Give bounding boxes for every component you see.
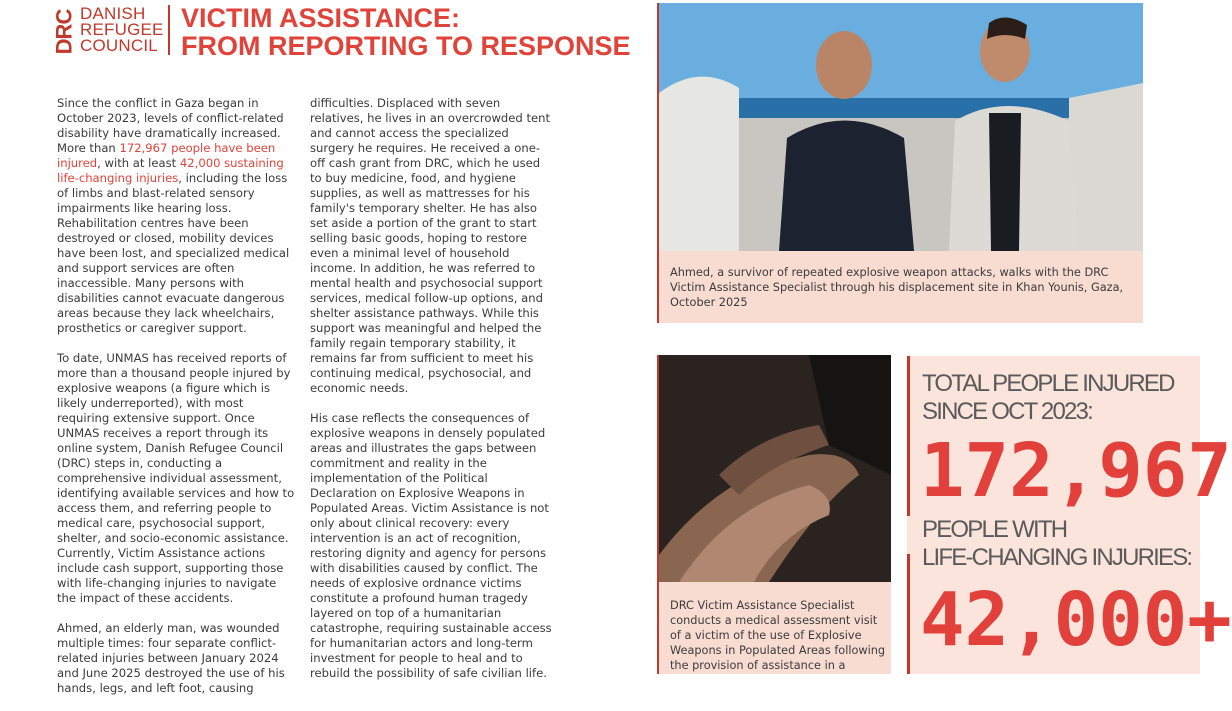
stat-label-line: PEOPLE WITH bbox=[922, 516, 1067, 543]
paragraph bbox=[57, 96, 297, 336]
stat-label-life-changing bbox=[922, 516, 1191, 572]
highlight-injured: 172,967 people have been injured bbox=[57, 141, 276, 170]
page-title-line2: FROM REPORTING TO RESPONSE bbox=[181, 31, 631, 61]
drc-logo bbox=[51, 4, 166, 57]
header-divider bbox=[168, 5, 170, 55]
stat-label-line: TOTAL PEOPLE INJURED bbox=[922, 370, 1174, 397]
text-column-2 bbox=[310, 96, 552, 696]
stat-value-total-injured: 172,967 bbox=[920, 428, 1232, 514]
paragraph: Ahmed, an elderly man, was wounded multiple times: four separate conflict-related injuries between January 2024 and June 2025 destroyed the use of his hands, legs, and left foot, causing bbox=[57, 621, 285, 695]
photo-caption: Ahmed, a survivor of repeated explosive weapon attacks, walks with the DRC Victim Assistance Specialist through his displacement site in Khan Younis, Gaza, October 2025 bbox=[670, 266, 1124, 309]
highlight-life-changing: 42,000 sustaining life-changing injuries bbox=[57, 156, 284, 185]
page-title bbox=[181, 4, 631, 60]
stat-accent-bar bbox=[907, 356, 910, 516]
logo-text bbox=[80, 6, 164, 54]
stat-label-total-injured bbox=[922, 370, 1174, 426]
stat-value-life-changing: 42,000+ bbox=[920, 577, 1232, 663]
text-column-1 bbox=[57, 96, 297, 711]
stat-label-line: LIFE-CHANGING INJURIES: bbox=[922, 544, 1192, 571]
logo-mark-text: DRC bbox=[51, 9, 77, 55]
logo-line: DANISH bbox=[80, 4, 146, 23]
logo-line: COUNCIL bbox=[80, 36, 158, 55]
photo-illustration bbox=[659, 355, 891, 582]
paragraph: difficulties. Displaced with seven relatives, he lives in an overcrowded tent and cannot access the specialized surgery he requires. He received a one-off cash grant from DRC, which he used to buy medicine, food, and hygiene supplies, as well as mattresses for his family's temporary shelter. He has also set aside a portion of the grant to start selling basic goods, hoping to restore even a minimal level of household income. In addition, he was referred to mental health and psychosocial support services, medical follow-up options, and shelter assistance pathways. While this support was meaningful and helped the family regain temporary stability, it remains far from sufficient to meet his continuing medical, psychosocial, and economic needs. bbox=[310, 96, 551, 395]
paragraph: His case reflects the consequences of explosive weapons in densely populated areas and illustrates the gaps between commitment and reality in the implementation of the Political Declaration on Explosive Weapons in Populated Areas. Victim Assistance is not only about clinical recovery: every intervention is an act of recognition, restoring dignity and agency for persons with disabilities caused by conflict. The needs of explosive ordnance victims constitute a profound human tragedy layered on top of a humanitarian catastrophe, requiring sustainable access for humanitarian actors and long-term investment for people to heal and to rebuild the possibility of safe civilian life. bbox=[310, 411, 552, 680]
photo-card-1 bbox=[657, 3, 1143, 323]
photo-caption: DRC Victim Assistance Specialist conducts a medical assessment visit of a victim of the use of Explosive Weapons in Populated Areas following the provision of assistance in a bbox=[670, 599, 886, 672]
page-title-line1: VICTIM ASSISTANCE: bbox=[181, 3, 461, 33]
logo-mark bbox=[51, 5, 78, 57]
stat-label-line: SINCE OCT 2023: bbox=[922, 398, 1092, 425]
stat-accent-bar bbox=[907, 554, 910, 674]
photo-medical-assessment bbox=[659, 355, 891, 582]
paragraph-text: Since the conflict in Gaza began in October 2023, levels of conflict-related disability have dramatically increased. More than bbox=[57, 96, 284, 155]
paragraph: To date, UNMAS has received reports of more than a thousand people injured by explosive weapons (a figure which is likely underreported), with most requiring extensive support. Once UNMAS receives a report through its online system, Danish Refugee Council (DRC) steps in, conducting a comprehensive individual assessment, identifying available services and how to access them, and referring people to medical care, psychosocial support, shelter, and socio-economic assistance. Currently, Victim Assistance actions include cash support, supporting those with life-changing injuries to navigate the impact of these accidents. bbox=[57, 351, 295, 605]
paragraph-text: , with at least bbox=[97, 156, 180, 170]
photo-illustration bbox=[659, 3, 1143, 251]
paragraph-text: , including the loss of limbs and blast-related sensory impairments like hearing loss. Rehabilitation centres have been destroyed or closed, mobility devices have been lost, and specialized medical and support services are often inaccessible. Many persons with disabilities cannot evacuate dangerous areas because they lack wheelchairs, prosthetics or caregiver support. bbox=[57, 171, 290, 335]
photo-ahmed-walking bbox=[659, 3, 1143, 251]
photo-card-2 bbox=[657, 355, 891, 674]
logo-line: REFUGEE bbox=[80, 20, 164, 39]
